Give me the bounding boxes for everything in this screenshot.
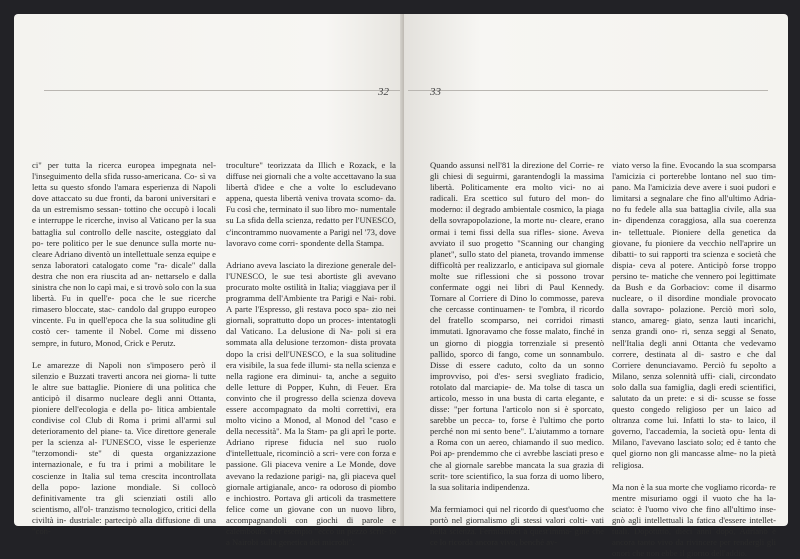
header-rule xyxy=(408,90,768,91)
text-column-2 xyxy=(612,160,776,559)
paragraph: viato verso la fine. Evocando la sua scomparsa l'amicizia ci porterebbe lontano nel suo tim- pano. Ma l'amicizia deve avere i suoi pudori e limitarsi a segnalare che fino all'ultimo Adria- no fu fedele alla sua battaglia civile, alla sua in- dipendenza coraggiosa, alla sua coerenza in- tellettuale. Pioniere della genetica da giovane, fu pioniere da vecchio nell'aprire un dibatti- to sui rapporti tra scienza e società che dispia- ceva al potere. Anticipò forse troppo persino te- matiche che vennero poi legittimate da Bush e da Gorbaciov: come il disarmo nucleare, o il disordine mondiale provocato dalla sovrapo- polazione. Perciò morì solo, stanco, amareg- giato, senza lauti incarichi, senza grandi ono- ri, senza seggi al Senato, nell'Italia degli anni Ottanta che vedevamo correre, destinata al di- sastro e che dal Corriere denunciavamo. Perciò fu sepolto a Milano, senza solennità uffi- ciali, circondato solo dalla sua famiglia, dagli eredi scientifici, salutato da un prete: e si di- scusse se fosse questo congedo religioso per un laico ad oltranza come lui. Infatti lo sta- to laico, il governo, l'accademia, la società opu- lenta di Milano, l'avevano lasciato solo; ed è tanto che quel giorno non gli mancasse alme- no la pietà religiosa. xyxy=(612,160,776,470)
paragraph: Ma fermiamoci qui nel ricordo di quest'uomo che portò nel giornalismo gli stessi valori colti- vati nella scienza. Fermiamoci a quest'imma- gine che ce lo ricorda ancora vivo, benché av- xyxy=(430,503,604,548)
text-column-1 xyxy=(32,160,216,537)
text-column-1 xyxy=(430,160,604,548)
paragraph: troculture" teorizzata da Illich e Rozack, e la diffuse nei giornali che a volte accettavano la sua libertà d'idee e che a volte lo escludevano appena, questa libertà veniva trovata scomo- da. Fu così che, terminato il suo libro mo- numentale su La sfida della scienza, redatto per l'UNESCO, c'incontrammo nuovamente a Parigi nel '73, dove lavoravo come corri- spondente della Stampa. xyxy=(226,160,396,248)
paragraph: Quando assunsi nell'81 la direzione del Corrie- re gli chiesi di seguirmi, garantendogli la massima libertà. Politicamente era molto vici- no ai radicali. Era scettico sul futuro del mon- do moderno: il degrado ambientale cosmico, la piaga della sovrapopolazione, la morte nu- cleare, erano ormai i temi fissi della sua rifles- sione. Aveva avviato il suo progetto "Scanning our changing planet", sullo stato del pianeta, trovando immense difficoltà per realizzarlo, e anticipava sul giornale molte sue riflessioni che si possono trovar confermate oggi nei libri di Paul Kennedy. Tornare al Corriere di Dino lo commosse, pareva che cercasse continuamen- te l'ombra, il ricordo del fratello scomparso, nei corridoi rimasti immutati. Ignoravamo che fosse malato, finché in un giorno di pioggia torrenziale si presentò pallido, sporco di fango, come un sonnambulo. Disse di essere caduto, colto da un sonno improvviso, poi d'es- sersi svegliato fradicio, rotolato dal marciapie- de. Ma tolse di tasca un articolo, messo in una busta di carta elegante, e disse: "per fortuna l'articolo non si è sporcato, sarebbe un pecca- to, forse è l'ultimo che porto perché non mi sento bene". L'aiutammo a tornare a Roma con un aereo, chiamando il suo medico. Poi ap- prendemmo che ci avrebbe lasciati preso e che al giornale sarebbe mancata la sua grazia di scrit- tore scientifico, la sua forza di uomo libero, la sua solitaria indipendenza. xyxy=(430,160,604,492)
paragraph: Adriano aveva lasciato la direzione generale del- l'UNESCO, le sue tesi abortiste gli avevano procurato molte ostilità in Italia; viaggiava per il programma dell'Ambiente tra Parigi e Nai- robi. A parte l'Espresso, gli restava poco spa- zio nei giornali, soprattutto dopo un proces- intentatogli dal Vaticano. La delusione di Na- poli si era sommata alla delusione terzomon- dista provata dopo la crisi dell'UNESCO, e la sua solitudine era visibile, la sua fede illumi- sta nella scienza e nella ragione era diminui- ta, anche a seguito delle letture di Popper, Kuhn, di Feuer. Era convinto che il progresso della scienza doveva essere accompagnato da molti correttivi, era molto vicino a Monod, al Monod del "caso e della necessità". Ma la Stam- pa gli aprì le porte. Adriano riprese fiducia nel suo ruolo d'intellettuale, ricominciò a scri- vere con forza e passione. Gli piaceva venire a Le Monde, dove avevano la redazione parigi- na, gli piaceva quel giornale artigianale, anco- ra odoroso di piombo e inchiostro. Portava gli articoli da trasmettere felice come un giovane con un nuovo libro, accompagnandoli con giochi di parole e calembours. Per esempio "ecco un pezzo scrit- to a Nairobi sulla genetica dei microbi". xyxy=(226,259,396,548)
header-rule xyxy=(44,90,404,91)
paragraph: Ma non è la sua morte che vogliamo ricorda- re mentre misuriamo oggi il vuoto che ha la- sciato: è l'uomo vivo che fino all'ultimo inse- gnò agli intellettuali la fatica d'essere intellet- tuali. Dopotutto, dieci anni dopo, Adriano è ancora tanto vivo da rivincere per rendergli gli onori che non ebbe il giorno dell'addio. xyxy=(612,481,776,559)
page-number: 32 xyxy=(378,86,389,98)
paragraph: ci" per tutta la ricerca europea impegnata nel- l'inseguimento della sfida russo-americana. Co- sì va letta su questo sfondo l'amara esperienza di Napoli dove attaccato su due fronti, da baroni universitari e da un estremismo sessan- tottino che occupò i locali e interruppe le ricerche, inviso al Vaticano per la sua battaglia sul controllo delle nascite, osteggiato dal po- tere politico per le sue denunce sulla morte nu- cleare Adriano diventò un intellettuale senza equipe e senza laboratori catalogato come "ra- dicale" dalla destra che non era riuscita ad an- nettarselo e dalla sinistra che non lo capì mai, e si trovò solo con la sua libertà. Fu in quell'e- poca che le sue ricerche rimasero bloccate, stac- candolo dal gruppo europeo vincente. Fu in quell'epoca che la sua solitudine gli costò cer- tamente il Nobel. Come mi disseno sempre, in futuro, Monod, Crick e Perutz. xyxy=(32,160,216,348)
left-page xyxy=(14,14,404,548)
text-column-2 xyxy=(226,160,396,548)
paragraph: Le amarezze di Napoli non s'imposero però il silenzio e Buzzati traverti ancora nei giorna- li tutte le altre sue battaglie. Pioniere di una politica che anticipò il disarmo nucleare degli anni Ottanta, pioniere dell'ecologia e della po- litica ambientale condivise col Club di Roma i primi all'armi sul deterioramento del piane- ta. Vice direttore generale per la scienza al- l'UNESCO, visse le esperienze "terzomondi- ste" di questa organizzazione internazionale, e fu tra i primi a mobilitare le coscienze in Italia sul tema crescita incontrollata della popo- lazione mondiale. Si collocò definitivamente tra gli scienziati ostili allo scientismo, all'ol- tranzismo tecnologico, critici della civiltà in- dustriale: partecipò alla diffusione di una "con- xyxy=(32,359,216,536)
page-number: 33 xyxy=(430,86,441,98)
right-page xyxy=(404,14,788,559)
